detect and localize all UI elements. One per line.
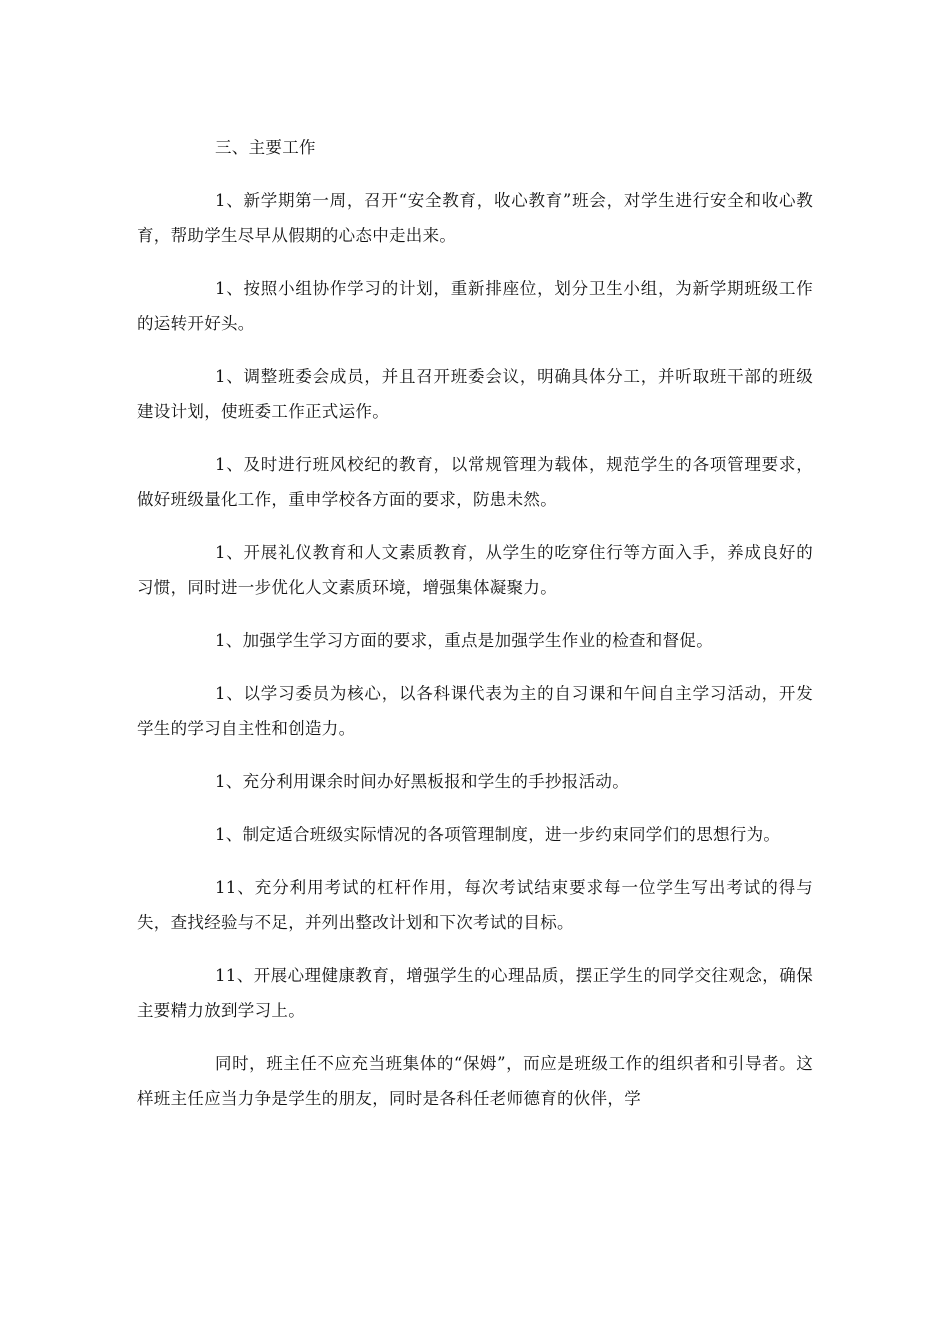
paragraph-9: 1、制定适合班级实际情况的各项管理制度，进一步约束同学们的思想行为。: [215, 825, 781, 844]
paragraph-4: 1、及时进行班风校纪的教育，以常规管理为载体，规范学生的各项管理要求，做好班级量化工作，重申学校各方面的要求，防患未然。: [137, 455, 813, 509]
paragraph-1: 1、新学期第一周，召开“安全教育，收心教育”班会，对学生进行安全和收心教育，帮助学生尽早从假期的心态中走出来。: [137, 191, 813, 245]
paragraph-2: 1、按照小组协作学习的计划，重新排座位，划分卫生小组，为新学期班级工作的运转开好头。: [137, 279, 813, 333]
paragraph-10: 11、充分利用考试的杠杆作用，每次考试结束要求每一位学生写出考试的得与失，查找经验与不足，并列出整改计划和下次考试的目标。: [137, 878, 813, 932]
paragraph-6: 1、加强学生学习方面的要求，重点是加强学生作业的检查和督促。: [215, 631, 713, 650]
paragraph-12: 同时，班主任不应充当班集体的“保姆”，而应是班级工作的组织者和引导者。这样班主任应当力争是学生的朋友，同时是各科任老师德育的伙伴，学: [137, 1054, 813, 1108]
document-body: [137, 130, 813, 1116]
section-heading: 三、主要工作: [215, 138, 316, 157]
paragraph-11: 11、开展心理健康教育，增强学生的心理品质，摆正学生的同学交往观念，确保主要精力放到学习上。: [137, 966, 813, 1020]
paragraph-7: 1、以学习委员为核心，以各科课代表为主的自习课和午间自主学习活动，开发学生的学习自主性和创造力。: [137, 684, 813, 738]
paragraph-3: 1、调整班委会成员，并且召开班委会议，明确具体分工，并听取班干部的班级建设计划，使班委工作正式运作。: [137, 367, 813, 421]
paragraph-8: 1、充分利用课余时间办好黑板报和学生的手抄报活动。: [215, 772, 629, 791]
paragraph-5: 1、开展礼仪教育和人文素质教育，从学生的吃穿住行等方面入手，养成良好的习惯，同时进一步优化人文素质环境，增强集体凝聚力。: [137, 543, 813, 597]
